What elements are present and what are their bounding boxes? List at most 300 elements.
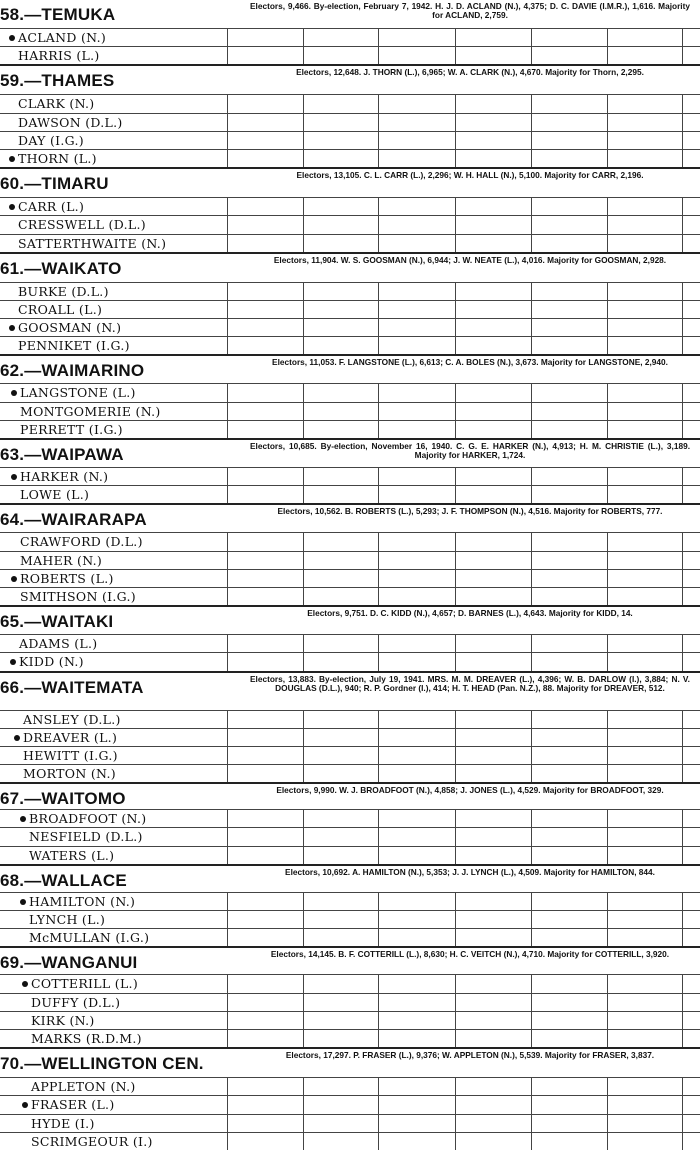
vote-column-rule xyxy=(607,132,608,149)
candidate-name: MONTGOMERIE (N.) xyxy=(20,403,161,419)
vote-column-rule xyxy=(378,132,379,149)
vote-column-rule xyxy=(227,729,228,746)
vote-column-rule xyxy=(531,486,532,503)
vote-column-rule xyxy=(682,283,683,300)
vote-column-rule xyxy=(227,198,228,215)
vote-column-rule xyxy=(455,765,456,782)
vote-column-rule xyxy=(378,847,379,864)
vote-column-rule xyxy=(607,729,608,746)
electorate-header xyxy=(0,948,700,974)
electorate-block xyxy=(0,671,700,783)
candidate-name: DREAVER (L.) xyxy=(23,730,117,745)
candidate-name: SCRIMGEOUR (I.) xyxy=(31,1133,153,1149)
elected-marker-icon xyxy=(20,816,26,822)
candidate-name: APPLETON (N.) xyxy=(31,1079,136,1095)
vote-column-rule xyxy=(607,893,608,910)
vote-column-rule xyxy=(455,994,456,1011)
candidate-name: FRASER (L.) xyxy=(31,1097,115,1112)
candidate-row xyxy=(0,234,700,252)
elected-marker-icon xyxy=(9,156,15,162)
candidate-row xyxy=(0,1077,700,1095)
candidate-name: MAHER (N.) xyxy=(20,552,103,568)
electorate-block xyxy=(0,605,700,670)
elected-marker-icon xyxy=(11,474,17,480)
vote-column-rule xyxy=(303,893,304,910)
vote-column-rule xyxy=(378,711,379,728)
vote-column-rule xyxy=(531,994,532,1011)
vote-column-rule xyxy=(227,570,228,587)
vote-column-rule xyxy=(682,847,683,864)
vote-column-rule xyxy=(303,95,304,112)
vote-column-rule xyxy=(378,319,379,336)
vote-column-rule xyxy=(303,729,304,746)
candidate-row xyxy=(0,282,700,300)
vote-column-rule xyxy=(378,114,379,131)
vote-column-rule xyxy=(607,403,608,420)
vote-column-rule xyxy=(378,653,379,670)
candidate-row xyxy=(0,569,700,587)
vote-column-rule xyxy=(455,198,456,215)
vote-column-rule xyxy=(227,1115,228,1132)
electorate-header xyxy=(0,607,700,634)
vote-column-rule xyxy=(227,301,228,318)
vote-column-rule xyxy=(607,1096,608,1113)
vote-column-rule xyxy=(303,994,304,1011)
vote-column-rule xyxy=(682,235,683,252)
vote-column-rule xyxy=(531,1078,532,1095)
election-result-note: Electors, 9,990. W. J. BROADFOOT (N.), 4,858; J. JONES (L.), 4,529. Majority for BROADFOOT, 329. xyxy=(276,785,664,796)
vote-column-rule xyxy=(531,653,532,670)
vote-column-rule xyxy=(682,533,683,550)
vote-column-rule xyxy=(607,552,608,569)
vote-column-rule xyxy=(607,653,608,670)
vote-column-rule xyxy=(378,337,379,354)
vote-column-rule xyxy=(227,47,228,64)
vote-column-rule xyxy=(303,847,304,864)
vote-column-rule xyxy=(607,468,608,485)
vote-column-rule xyxy=(682,198,683,215)
vote-column-rule xyxy=(227,929,228,946)
vote-column-rule xyxy=(531,570,532,587)
vote-column-rule xyxy=(682,132,683,149)
vote-column-rule xyxy=(531,114,532,131)
vote-column-rule xyxy=(227,319,228,336)
candidate-name: HAMILTON (N.) xyxy=(29,894,135,909)
vote-column-rule xyxy=(378,810,379,827)
candidate-name: McMULLAN (I.G.) xyxy=(29,930,150,946)
vote-column-rule xyxy=(303,1078,304,1095)
electorate-title: 61.—WAIKATO xyxy=(0,258,122,278)
vote-column-rule xyxy=(455,828,456,845)
vote-column-rule xyxy=(682,828,683,845)
vote-column-rule xyxy=(455,893,456,910)
candidate-row xyxy=(0,467,700,485)
vote-column-rule xyxy=(607,283,608,300)
candidate-name: HYDE (I.) xyxy=(31,1115,95,1131)
vote-column-rule xyxy=(455,1115,456,1132)
electorate-title: 69.—WANGANUI xyxy=(0,953,138,973)
candidate-row xyxy=(0,764,700,782)
vote-column-rule xyxy=(378,911,379,928)
vote-column-rule xyxy=(378,1030,379,1047)
vote-column-rule xyxy=(607,301,608,318)
vote-column-rule xyxy=(303,711,304,728)
vote-column-rule xyxy=(607,198,608,215)
vote-column-rule xyxy=(455,468,456,485)
electorate-block xyxy=(0,1047,700,1150)
candidate-row xyxy=(0,974,700,992)
vote-column-rule xyxy=(378,994,379,1011)
vote-column-rule xyxy=(455,552,456,569)
electorate-header xyxy=(0,505,700,532)
vote-column-rule xyxy=(682,1133,683,1150)
election-result-note: Electors, 13,883. By-election, July 19, 1941. MRS. M. M. DREAVER (L.), 4,396; W. B. DARLOW (I.), 3,884; N. V. DOUGLAS (D.L.), 940; R. P. Gordner (I.), 414; H. T. HEAD (Pan. N.Z.), 88. Majority for DREAVER, 512. xyxy=(250,673,690,693)
vote-column-rule xyxy=(682,1030,683,1047)
vote-column-rule xyxy=(378,235,379,252)
vote-column-rule xyxy=(227,216,228,233)
vote-column-rule xyxy=(303,588,304,605)
vote-column-rule xyxy=(378,729,379,746)
elected-marker-icon xyxy=(11,576,17,582)
vote-column-rule xyxy=(378,403,379,420)
electorate-header xyxy=(0,0,700,28)
vote-column-rule xyxy=(682,747,683,764)
vote-column-rule xyxy=(378,421,379,438)
vote-column-rule xyxy=(303,337,304,354)
candidate-row xyxy=(0,46,700,64)
candidate-row xyxy=(0,1029,700,1047)
vote-column-rule xyxy=(682,711,683,728)
vote-column-rule xyxy=(682,337,683,354)
electorate-title: 62.—WAIMARINO xyxy=(0,361,145,381)
vote-column-rule xyxy=(682,114,683,131)
vote-column-rule xyxy=(607,421,608,438)
electorate-title: 68.—WALLACE xyxy=(0,870,127,890)
vote-column-rule xyxy=(607,747,608,764)
vote-column-rule xyxy=(378,635,379,652)
vote-column-rule xyxy=(303,319,304,336)
vote-column-rule xyxy=(227,486,228,503)
vote-column-rule xyxy=(531,552,532,569)
vote-column-rule xyxy=(303,198,304,215)
vote-column-rule xyxy=(455,486,456,503)
vote-column-rule xyxy=(455,711,456,728)
candidate-row xyxy=(0,532,700,550)
vote-column-rule xyxy=(378,216,379,233)
vote-column-rule xyxy=(531,319,532,336)
vote-column-rule xyxy=(227,384,228,401)
candidate-name: ANSLEY (D.L.) xyxy=(23,711,121,727)
vote-column-rule xyxy=(607,975,608,992)
vote-column-rule xyxy=(455,533,456,550)
vote-column-rule xyxy=(303,810,304,827)
vote-column-rule xyxy=(455,47,456,64)
vote-column-rule xyxy=(303,828,304,845)
candidate-name: COTTERILL (L.) xyxy=(31,976,138,991)
vote-column-rule xyxy=(607,994,608,1011)
vote-column-rule xyxy=(531,729,532,746)
vote-column-rule xyxy=(455,911,456,928)
vote-column-rule xyxy=(303,765,304,782)
vote-column-rule xyxy=(227,847,228,864)
vote-column-rule xyxy=(531,765,532,782)
vote-column-rule xyxy=(607,29,608,46)
vote-column-rule xyxy=(455,729,456,746)
vote-column-rule xyxy=(227,635,228,652)
vote-column-rule xyxy=(607,635,608,652)
candidate-row xyxy=(0,1132,700,1150)
election-result-note: Electors, 9,466. By-election, February 7, 1942. H. J. D. ACLAND (N.), 4,375; D. C. DAVIE (I.M.R.), 1,616. Majority for ACLAND, 2,759. xyxy=(250,1,690,20)
vote-column-rule xyxy=(303,150,304,167)
vote-column-rule xyxy=(607,95,608,112)
vote-column-rule xyxy=(227,403,228,420)
vote-column-rule xyxy=(227,95,228,112)
election-result-note: Electors, 11,904. W. S. GOOSMAN (N.), 6,944; J. W. NEATE (L.), 4,016. Majority for GOOSMAN, 2,928. xyxy=(273,254,667,265)
vote-column-rule xyxy=(455,747,456,764)
vote-column-rule xyxy=(455,653,456,670)
vote-column-rule xyxy=(607,765,608,782)
vote-column-rule xyxy=(378,384,379,401)
candidate-name: LYNCH (L.) xyxy=(29,912,106,927)
candidate-name: HARKER (N.) xyxy=(20,469,108,484)
electorate-title: 67.—WAITOMO xyxy=(0,789,126,809)
vote-column-rule xyxy=(531,929,532,946)
vote-column-rule xyxy=(303,533,304,550)
candidate-row xyxy=(0,892,700,910)
vote-column-rule xyxy=(607,114,608,131)
vote-column-rule xyxy=(303,1030,304,1047)
vote-column-rule xyxy=(531,403,532,420)
vote-column-rule xyxy=(607,47,608,64)
electorate-header xyxy=(0,169,700,197)
electorate-title: 58.—TEMUKA xyxy=(0,5,116,24)
vote-column-rule xyxy=(682,765,683,782)
electorate-title: 63.—WAIPAWA xyxy=(0,445,124,464)
electorate-block xyxy=(0,438,700,503)
vote-column-rule xyxy=(378,828,379,845)
electorate-block xyxy=(0,946,700,1047)
candidate-name: ROBERTS (L.) xyxy=(20,571,114,586)
election-result-note: Electors, 10,692. A. HAMILTON (N.), 5,353; J. J. LYNCH (L.), 4,509. Majority for HAMILTON, 844. xyxy=(285,866,655,877)
vote-column-rule xyxy=(378,150,379,167)
vote-column-rule xyxy=(227,421,228,438)
vote-column-rule xyxy=(455,847,456,864)
vote-column-rule xyxy=(303,911,304,928)
vote-column-rule xyxy=(531,132,532,149)
electorate-header xyxy=(0,440,700,467)
candidate-row xyxy=(0,113,700,131)
vote-column-rule xyxy=(378,95,379,112)
candidate-row xyxy=(0,928,700,946)
electorate-block xyxy=(0,0,700,64)
candidate-name: CROALL (L.) xyxy=(18,301,103,317)
vote-column-rule xyxy=(455,1096,456,1113)
vote-column-rule xyxy=(455,216,456,233)
vote-column-rule xyxy=(455,95,456,112)
vote-column-rule xyxy=(607,847,608,864)
vote-column-rule xyxy=(455,337,456,354)
electorate-block xyxy=(0,782,700,864)
vote-column-rule xyxy=(303,635,304,652)
candidate-row xyxy=(0,383,700,401)
candidate-row xyxy=(0,402,700,420)
vote-column-rule xyxy=(531,810,532,827)
candidate-name: DAWSON (D.L.) xyxy=(18,114,123,130)
vote-column-rule xyxy=(531,29,532,46)
candidate-name: MARKS (R.D.M.) xyxy=(31,1030,142,1046)
vote-column-rule xyxy=(531,198,532,215)
candidate-name: CLARK (N.) xyxy=(18,96,95,112)
electorate-title: 65.—WAITAKI xyxy=(0,612,114,632)
vote-column-rule xyxy=(531,47,532,64)
candidate-name: PENNIKET (I.G.) xyxy=(18,338,130,354)
elected-marker-icon xyxy=(9,325,15,331)
elected-marker-icon xyxy=(14,735,20,741)
elected-marker-icon xyxy=(11,390,17,396)
vote-column-rule xyxy=(378,301,379,318)
candidate-name: DUFFY (D.L.) xyxy=(31,994,121,1010)
candidate-name: NESFIELD (D.L.) xyxy=(29,829,143,845)
vote-column-rule xyxy=(227,711,228,728)
candidate-row xyxy=(0,993,700,1011)
vote-column-rule xyxy=(682,216,683,233)
vote-column-rule xyxy=(378,533,379,550)
vote-column-rule xyxy=(682,468,683,485)
vote-column-rule xyxy=(455,588,456,605)
elected-marker-icon xyxy=(22,981,28,987)
vote-column-rule xyxy=(682,994,683,1011)
vote-column-rule xyxy=(607,1078,608,1095)
candidate-row xyxy=(0,551,700,569)
vote-column-rule xyxy=(607,711,608,728)
vote-column-rule xyxy=(227,747,228,764)
vote-column-rule xyxy=(227,1096,228,1113)
vote-column-rule xyxy=(455,1012,456,1029)
candidate-name: CRESSWELL (D.L.) xyxy=(18,217,146,233)
vote-column-rule xyxy=(607,384,608,401)
vote-column-rule xyxy=(455,810,456,827)
vote-column-rule xyxy=(227,552,228,569)
vote-column-rule xyxy=(455,283,456,300)
vote-column-rule xyxy=(303,1012,304,1029)
vote-column-rule xyxy=(682,384,683,401)
vote-column-rule xyxy=(682,929,683,946)
vote-column-rule xyxy=(682,486,683,503)
candidate-row xyxy=(0,710,700,728)
vote-column-rule xyxy=(303,570,304,587)
electorate-header xyxy=(0,673,700,710)
vote-column-rule xyxy=(227,653,228,670)
vote-column-rule xyxy=(607,1133,608,1150)
vote-column-rule xyxy=(531,747,532,764)
vote-column-rule xyxy=(607,911,608,928)
vote-column-rule xyxy=(531,975,532,992)
vote-column-rule xyxy=(303,384,304,401)
vote-column-rule xyxy=(227,337,228,354)
vote-column-rule xyxy=(378,893,379,910)
vote-column-rule xyxy=(227,1030,228,1047)
candidate-row xyxy=(0,1114,700,1132)
vote-column-rule xyxy=(531,711,532,728)
vote-column-rule xyxy=(378,47,379,64)
candidate-row xyxy=(0,1011,700,1029)
vote-column-rule xyxy=(531,283,532,300)
electorate-header xyxy=(0,254,700,282)
electorate-title: 70.—WELLINGTON CEN. xyxy=(0,1054,204,1074)
candidate-name: ADAMS (L.) xyxy=(19,636,98,652)
vote-column-rule xyxy=(227,533,228,550)
vote-column-rule xyxy=(607,929,608,946)
vote-column-rule xyxy=(227,893,228,910)
candidate-row xyxy=(0,809,700,827)
vote-column-rule xyxy=(607,235,608,252)
candidate-row xyxy=(0,587,700,605)
vote-column-rule xyxy=(303,132,304,149)
vote-column-rule xyxy=(455,29,456,46)
candidate-name: KIDD (N.) xyxy=(19,654,84,669)
electorate-header xyxy=(0,1049,700,1077)
candidate-row xyxy=(0,1095,700,1113)
electorate-title: 66.—WAITEMATA xyxy=(0,677,144,697)
candidate-row xyxy=(0,197,700,215)
election-result-note: Electors, 10,685. By-election, November 16, 1940. C. G. E. HARKER (N.), 4,913; H. M. CHRISTIE (L.), 3,189. Majority for HARKER, 1,724. xyxy=(250,441,690,460)
vote-column-rule xyxy=(455,114,456,131)
vote-column-rule xyxy=(378,975,379,992)
vote-column-rule xyxy=(227,468,228,485)
candidate-name: LANGSTONE (L.) xyxy=(20,385,136,400)
vote-column-rule xyxy=(682,588,683,605)
vote-column-rule xyxy=(531,468,532,485)
vote-column-rule xyxy=(378,1078,379,1095)
candidate-row xyxy=(0,485,700,503)
vote-column-rule xyxy=(303,747,304,764)
vote-column-rule xyxy=(531,847,532,864)
vote-column-rule xyxy=(682,1012,683,1029)
vote-column-rule xyxy=(227,1133,228,1150)
vote-column-rule xyxy=(682,47,683,64)
electorate-block xyxy=(0,864,700,947)
vote-column-rule xyxy=(227,975,228,992)
candidate-row xyxy=(0,746,700,764)
vote-column-rule xyxy=(531,301,532,318)
vote-column-rule xyxy=(303,216,304,233)
electorate-header xyxy=(0,356,700,383)
vote-column-rule xyxy=(227,994,228,1011)
vote-column-rule xyxy=(455,150,456,167)
electorate-title: 64.—WAIRARAPA xyxy=(0,510,147,530)
election-result-note: Electors, 13,105. C. L. CARR (L.), 2,296; W. H. HALL (N.), 5,100. Majority for CARR, 2,196. xyxy=(296,170,644,181)
vote-column-rule xyxy=(378,283,379,300)
candidate-row xyxy=(0,215,700,233)
vote-column-rule xyxy=(682,570,683,587)
candidate-name: SATTERTHWAITE (N.) xyxy=(18,235,167,251)
vote-column-rule xyxy=(378,588,379,605)
vote-column-rule xyxy=(607,1115,608,1132)
vote-column-rule xyxy=(682,95,683,112)
vote-column-rule xyxy=(378,29,379,46)
vote-column-rule xyxy=(303,1096,304,1113)
candidate-row xyxy=(0,728,700,746)
vote-column-rule xyxy=(531,216,532,233)
vote-column-rule xyxy=(303,403,304,420)
vote-column-rule xyxy=(531,911,532,928)
vote-column-rule xyxy=(682,552,683,569)
candidate-row xyxy=(0,910,700,928)
vote-column-rule xyxy=(227,765,228,782)
vote-column-rule xyxy=(531,1030,532,1047)
vote-column-rule xyxy=(682,975,683,992)
vote-column-rule xyxy=(531,1012,532,1029)
